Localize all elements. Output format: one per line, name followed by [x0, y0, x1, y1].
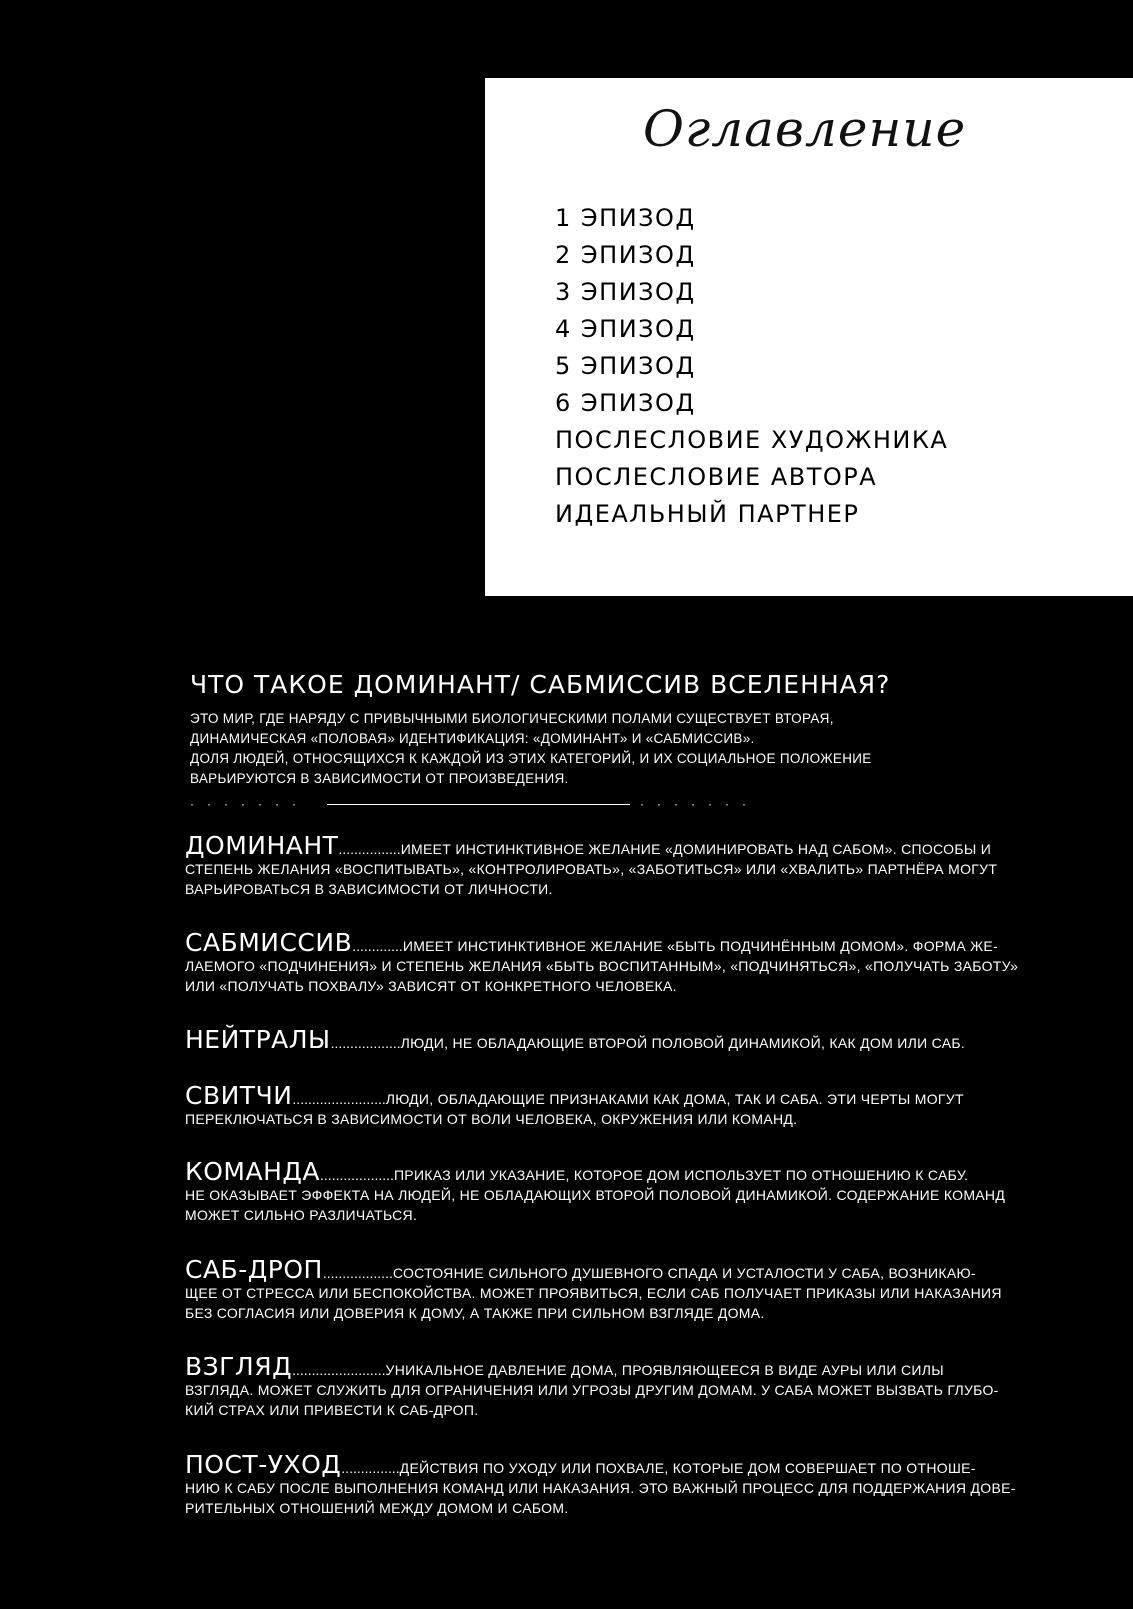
toc-item: ИДЕАЛЬНЫЙ ПАРТНЕР	[555, 500, 860, 528]
term-definition-line: КИЙ СТРАХ ИЛИ ПРИВЕСТИ К САБ-ДРОП.	[185, 1402, 479, 1418]
term-definition-line: НЕ ОКАЗЫВАЕТ ЭФФЕКТА НА ЛЮДЕЙ, НЕ ОБЛАДАЮЩИХ ВТОРОЙ ПОЛОВОЙ ДИНАМИКОЙ. СОДЕРЖАНИЕ КОМАНД	[185, 1187, 1006, 1203]
term-name: ДОМИНАНТ	[185, 831, 339, 860]
term-name: КОМАНДА	[185, 1157, 321, 1186]
toc-list	[555, 200, 948, 533]
toc-item: 1 ЭПИЗОД	[555, 204, 696, 232]
intro-section	[190, 670, 1090, 789]
intro-line: ДОЛЯ ЛЮДЕЙ, ОТНОСЯЩИХСЯ К КАЖДОЙ ИЗ ЭТИХ КАТЕГОРИЙ, И ИХ СОЦИАЛЬНОЕ ПОЛОЖЕНИЕ	[190, 751, 872, 766]
term-definition-line: СТЕПЕНЬ ЖЕЛАНИЯ «ВОСПИТЫВАТЬ», «КОНТРОЛИРОВАТЬ», «ЗАБОТИТЬСЯ» ИЛИ «ХВАЛИТЬ» ПАРТНЁРА МОГУТ	[185, 861, 998, 877]
term-name: НЕЙТРАЛЫ	[185, 1025, 331, 1054]
term-leader-dots: ...................	[320, 1167, 394, 1183]
toc-title: Оглавление	[643, 100, 967, 158]
intro-title: ЧТО ТАКОЕ ДОМИНАНТ/ САБМИССИВ ВСЕЛЕННАЯ?	[190, 670, 891, 699]
term-definition-line: СОСТОЯНИЕ СИЛЬНОГО ДУШЕВНОГО СПАДА И УСТАЛОСТИ У САБА, ВОЗНИКАЮ-	[392, 1265, 976, 1281]
term-leader-dots: ........................	[292, 1091, 386, 1107]
glossary-entry-aftercare	[185, 1450, 1065, 1518]
toc-item: 4 ЭПИЗОД	[555, 315, 696, 343]
term-definition-line: МОЖЕТ СИЛЬНО РАЗЛИЧАТЬСЯ.	[185, 1207, 418, 1223]
glossary-entry-command	[185, 1157, 1065, 1225]
divider-line	[327, 804, 630, 805]
glossary-entry-sub-drop	[185, 1255, 1065, 1323]
term-definition-line: ЛЮДИ, НЕ ОБЛАДАЮЩИЕ ВТОРОЙ ПОЛОВОЙ ДИНАМИКОЙ, КАК ДОМ ИЛИ САБ.	[400, 1035, 966, 1051]
term-definition-line: ИМЕЕТ ИНСТИНКТИВНОЕ ЖЕЛАНИЕ «ДОМИНИРОВАТЬ НАД САБОМ». СПОСОБЫ И	[400, 841, 992, 857]
term-definition-line: ИЛИ «ПОЛУЧАТЬ ПОХВАЛУ» ЗАВИСЯТ ОТ КОНКРЕТНОГО ЧЕЛОВЕКА.	[185, 978, 677, 994]
term-definition-line: ПЕРЕКЛЮЧАТЬСЯ В ЗАВИСИМОСТИ ОТ ВОЛИ ЧЕЛОВЕКА, ОКРУЖЕНИЯ ИЛИ КОМАНД.	[185, 1111, 798, 1127]
intro-text	[190, 709, 1090, 789]
toc-item: ПОСЛЕСЛОВИЕ АВТОРА	[555, 463, 878, 491]
intro-line: ДИНАМИЧЕСКАЯ «ПОЛОВАЯ» ИДЕНТИФИКАЦИЯ: «ДОМИНАНТ» И «САБМИССИВ».	[190, 731, 755, 746]
term-definition-line: БЕЗ СОГЛАСИЯ ИЛИ ДОВЕРИЯ К ДОМУ, А ТАКЖЕ ПРИ СИЛЬНОМ ВЗГЛЯДЕ ДОМА.	[185, 1305, 765, 1321]
term-name: ПОСТ-УХОД	[185, 1450, 342, 1479]
term-definition-line: ДЕЙСТВИЯ ПО УХОДУ ИЛИ ПОХВАЛЕ, КОТОРЫЕ ДОМ СОВЕРШАЕТ ПО ОТНОШЕ-	[399, 1460, 976, 1476]
term-name: ВЗГЛЯД	[185, 1352, 293, 1381]
term-definition-line: ВЗГЛЯДА. МОЖЕТ СЛУЖИТЬ ДЛЯ ОГРАНИЧЕНИЯ ИЛИ УГРОЗЫ ДРУГИМ ДОМАМ. У САБА МОЖЕТ ВЫЗВАТЬ ГЛУБО-	[185, 1382, 999, 1398]
intro-line: ВАРЬИРУЮТСЯ В ЗАВИСИМОСТИ ОТ ПРОИЗВЕДЕНИЯ.	[190, 771, 569, 786]
section-divider	[190, 797, 780, 811]
term-leader-dots: ...............	[341, 1460, 400, 1476]
term-leader-dots: ..................	[330, 1035, 401, 1051]
toc-item: 6 ЭПИЗОД	[555, 389, 696, 417]
term-definition-line: УНИКАЛЬНОЕ ДАВЛЕНИЕ ДОМА, ПРОЯВЛЯЮЩЕЕСЯ В ВИДЕ АУРЫ ИЛИ СИЛЫ	[385, 1362, 944, 1378]
term-definition-line: НИЮ К САБУ ПОСЛЕ ВЫПОЛНЕНИЯ КОМАНД ИЛИ НАКАЗАНИЯ. ЭТО ВАЖНЫЙ ПРОЦЕСС ДЛЯ ПОДДЕРЖАНИЯ ДОВЕ-	[185, 1480, 1016, 1496]
term-name: САБ-ДРОП	[185, 1255, 323, 1284]
term-name: СВИТЧИ	[185, 1081, 293, 1110]
toc-item: ПОСЛЕСЛОВИЕ ХУДОЖНИКА	[555, 426, 949, 454]
term-definition-line: ВАРЬИРОВАТЬСЯ В ЗАВИСИМОСТИ ОТ ЛИЧНОСТИ.	[185, 881, 553, 897]
term-definition-line: ЩЕЕ ОТ СТРЕССА ИЛИ БЕСПОКОЙСТВА. МОЖЕТ ПРОЯВИТЬСЯ, ЕСЛИ САБ ПОЛУЧАЕТ ПРИКАЗЫ ИЛИ НАКАЗАНИЯ	[185, 1285, 1002, 1301]
glossary-entry-glare	[185, 1352, 1065, 1420]
term-definition-line: ЛАЕМОГО «ПОДЧИНЕНИЯ» И СТЕПЕНЬ ЖЕЛАНИЯ «БЫТЬ ВОСПИТАННЫМ», «ПОДЧИНЯТЬСЯ», «ПОЛУЧАТЬ ЗАБОТУ»	[185, 958, 1019, 974]
glossary-entry-neutrals	[185, 1025, 1065, 1054]
term-leader-dots: .............	[352, 938, 403, 954]
intro-line: ЭТО МИР, ГДЕ НАРЯДУ С ПРИВЫЧНЫМИ БИОЛОГИЧЕСКИМИ ПОЛАМИ СУЩЕСТВУЕТ ВТОРАЯ,	[190, 711, 834, 726]
term-name: САБМИССИВ	[185, 928, 353, 957]
divider-dots-right: ·······	[640, 797, 759, 811]
glossary-entry-dominant	[185, 831, 1065, 899]
toc-item: 5 ЭПИЗОД	[555, 352, 696, 380]
term-leader-dots: ................	[338, 841, 401, 857]
toc-item: 3 ЭПИЗОД	[555, 278, 696, 306]
term-definition-line: ИМЕЕТ ИНСТИНКТИВНОЕ ЖЕЛАНИЕ «БЫТЬ ПОДЧИНЁННЫМ ДОМОМ». ФОРМА ЖЕ-	[402, 938, 998, 954]
term-definition-line: ЛЮДИ, ОБЛАДАЮЩИЕ ПРИЗНАКАМИ КАК ДОМА, ТАК И САБА. ЭТИ ЧЕРТЫ МОГУТ	[385, 1091, 964, 1107]
glossary-entry-submissive	[185, 928, 1065, 996]
toc-item: 2 ЭПИЗОД	[555, 241, 696, 269]
glossary-entry-switches	[185, 1081, 1065, 1129]
term-definition-line: ПРИКАЗ ИЛИ УКАЗАНИЕ, КОТОРОЕ ДОМ ИСПОЛЬЗУЕТ ПО ОТНОШЕНИЮ К САБУ.	[393, 1167, 969, 1183]
term-definition-line: РИТЕЛЬНЫХ ОТНОШЕНИЙ МЕЖДУ ДОМОМ И САБОМ.	[185, 1500, 569, 1516]
table-of-contents	[485, 78, 1133, 596]
term-leader-dots: ..................	[322, 1265, 393, 1281]
divider-dots-left: ·······	[190, 797, 309, 811]
term-leader-dots: ........................	[292, 1362, 386, 1378]
